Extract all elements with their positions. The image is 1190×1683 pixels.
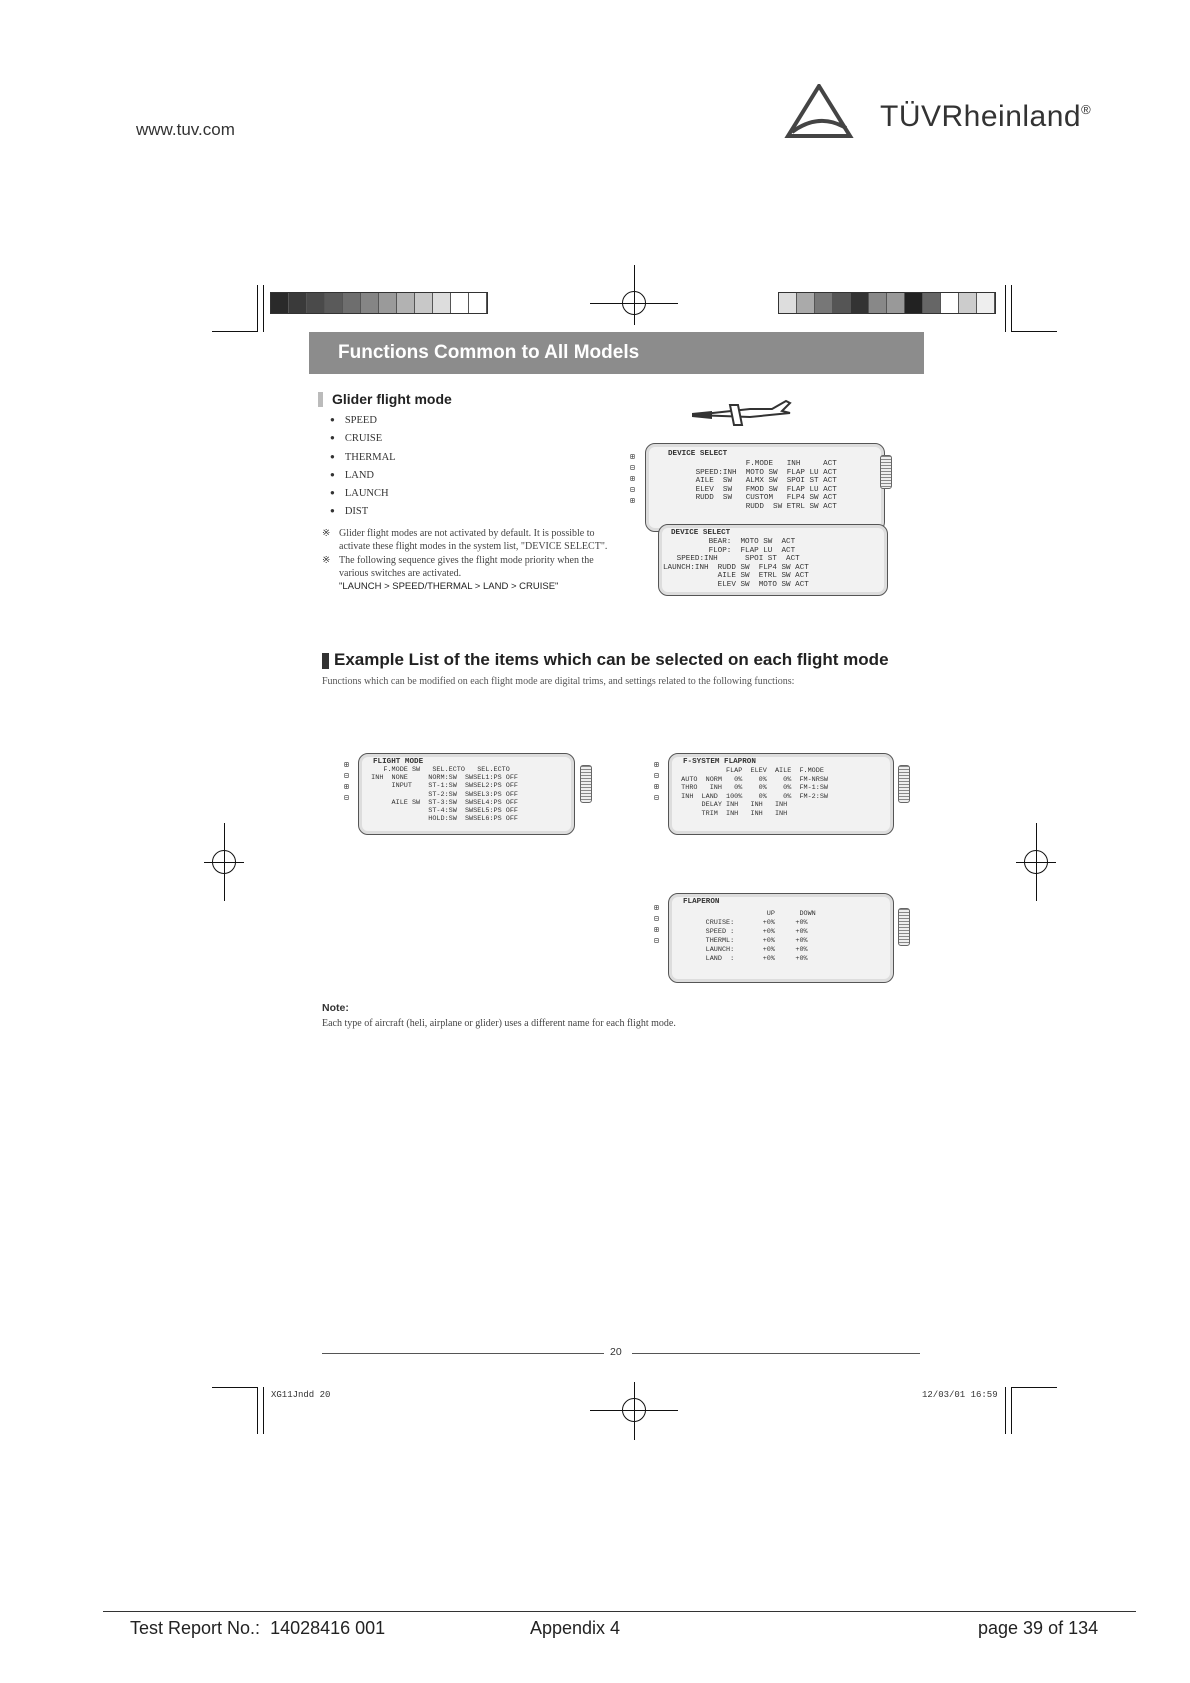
brand-name: TÜVRheinland®	[880, 100, 1092, 133]
lcd-title: F-SYSTEM FLAPRON	[683, 758, 756, 766]
lcd-text: F.MODE SW SEL.ECTO SEL.ECTO INH NONE NORM:SW SWSEL1:PS OFF INPUT ST-1:SW SWSEL2:PS OFF ST-2:SW SWSEL3:PS OFF AILE SW ST-3:SW SWSEL4:PS OFF ST-4:SW SWSEL5:PS OFF HOLD:SW SWSEL6:PS OFF	[363, 766, 518, 824]
note-text: The following sequence gives the flight mode priority when the various switches are activated.	[339, 555, 594, 580]
crop-mark	[257, 285, 258, 332]
registration-target-icon	[1024, 850, 1048, 874]
glider-icon	[690, 397, 800, 431]
lcd-text: FLAP ELEV AILE F.MODE AUTO NORM 0% 0% 0% FM-NRSW THRO INH 0% 0% 0% FM-1:SW INH LAND 100% 0% 0% FM-2:SW DELAY INH INH INH TRIM INH INH INH	[673, 767, 828, 818]
note-mark: ※	[322, 555, 331, 567]
list-item: ● SPEED	[330, 412, 396, 430]
list-item: ● CRUISE	[330, 430, 396, 448]
lcd-title: FLAPERON	[683, 898, 720, 906]
list-item: ● LAND	[330, 467, 396, 485]
appendix-label: Appendix 4	[530, 1618, 621, 1638]
lcd-side-tabs: ⊞ ⊟ ⊞ ⊟	[654, 761, 659, 803]
crop-mark	[1011, 285, 1012, 332]
crop-mark	[212, 1387, 257, 1388]
page-rule	[632, 1353, 920, 1354]
page-rule	[322, 1353, 604, 1354]
dial-knob	[898, 908, 910, 946]
lcd-text: F.MODE INH ACT SPEED:INH MOTO SW FLAP LU ACT AILE SW ALMX SW SPOI ST ACT ELEV SW FMOD SW FLAP LU ACT RUDD SW CUSTOM FLP4 SW ACT RUDD SW ETRL SW ACT	[650, 460, 837, 511]
crop-mark	[257, 1387, 258, 1434]
dial-knob	[898, 765, 910, 803]
note-mark: ※	[322, 528, 331, 539]
lcd-title: FLIGHT MODE	[373, 758, 424, 766]
registration-target-icon	[622, 291, 646, 315]
note-text: Glider flight modes are not activated by default. It is possible to activate these flight modes in the system list, "DEVICE SELECT".	[339, 528, 608, 552]
lcd-screen-device-select	[645, 443, 885, 532]
crop-mark	[1011, 1387, 1057, 1388]
crop-mark	[1011, 1387, 1012, 1434]
section-banner: Functions Common to All Models	[309, 332, 924, 374]
dial-knob	[580, 765, 592, 803]
report-number: Test Report No.: 14028416 001	[130, 1618, 386, 1638]
crop-mark	[1005, 1387, 1006, 1434]
crop-mark	[1011, 331, 1057, 332]
registration-target-icon	[622, 1398, 646, 1422]
example-body: Functions which can be modified on each flight mode are digital trims, and settings related to the following functions:	[322, 676, 795, 687]
footer-rule	[103, 1611, 1136, 1612]
priority-sequence: "LAUNCH > SPEED/THERMAL > LAND > CRUISE"	[339, 580, 559, 592]
dial-knob	[880, 455, 892, 489]
page-indicator: page 39 of 134	[978, 1618, 1099, 1638]
lcd-screen-flaperon-system	[668, 753, 894, 835]
page-number: 20	[610, 1346, 622, 1358]
list-item: ● LAUNCH	[330, 485, 396, 503]
lcd-title: DEVICE SELECT	[668, 450, 728, 458]
tuv-logo-icon	[784, 84, 854, 140]
glider-notes	[322, 528, 608, 594]
example-heading: Example List of the items which can be selected on each flight mode	[334, 650, 889, 669]
crop-mark	[263, 1387, 264, 1434]
lcd-side-tabs: ⊞ ⊟ ⊞ ⊟ ⊞	[630, 453, 635, 506]
list-item: ● DIST	[330, 503, 396, 521]
lcd-text: UP DOWN CRUISE: +0% +0% SPEED : +0% +0% THERML: +0% +0% LAUNCH: +0% +0% LAND : +0% +0%	[673, 910, 816, 963]
glider-heading: Glider flight mode	[332, 391, 452, 407]
slug-left: XG11Jndd 20	[271, 1390, 331, 1400]
list-item: ● THERMAL	[330, 449, 396, 467]
note-text: Each type of aircraft (heli, airplane or glider) uses a different name for each flight mode.	[322, 1018, 676, 1029]
slug-right: 12/03/01 16:59	[922, 1390, 998, 1400]
lcd-side-tabs: ⊞ ⊟ ⊞ ⊟	[344, 761, 349, 803]
color-bar-left	[270, 292, 488, 314]
crop-mark	[212, 331, 257, 332]
lcd-side-tabs: ⊞ ⊟ ⊞ ⊟	[654, 904, 659, 946]
lcd-screen-device-select-2	[658, 524, 888, 596]
crop-mark	[263, 285, 264, 332]
color-bar-right	[778, 292, 996, 314]
registration-target-icon	[212, 850, 236, 874]
lcd-screen-flight-mode	[358, 753, 575, 835]
lcd-screen-flaperon	[668, 893, 894, 983]
note-label: Note:	[322, 1002, 349, 1014]
lcd-text: BEAR: MOTO SW ACT FLOP: FLAP LU ACT SPEED:INH SPOI ST ACT LAUNCH:INH RUDD SW FLP4 SW ACT AILE SW ETRL SW ACT ELEV SW MOTO SW ACT	[663, 538, 809, 589]
flight-mode-list	[330, 412, 396, 522]
site-url: www.tuv.com	[136, 120, 235, 139]
lcd-title: DEVICE SELECT	[671, 529, 731, 537]
crop-mark	[1005, 285, 1006, 332]
